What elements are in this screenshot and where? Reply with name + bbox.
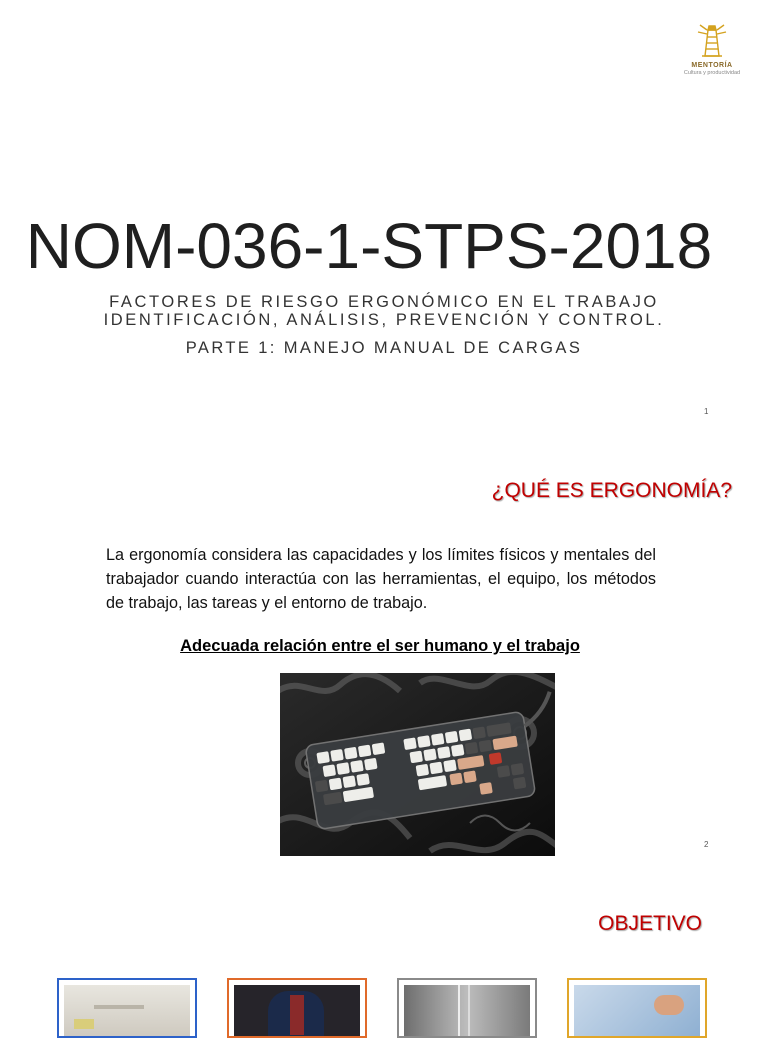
mentoria-logo [676, 20, 748, 86]
subtitle-line-1: FACTORES DE RIESGO ERGONÓMICO EN EL TRABAJO [109, 293, 659, 311]
body-paragraph: La ergonomía considera las capacidades y los límites físicos y mentales del trabajador cuando interactúa con las herramientas, el equipo, los métodos de trabajo, las tareas y el entorno de trabajo. [106, 546, 656, 612]
lighthouse-icon [692, 20, 732, 60]
page-number: 2 [704, 840, 709, 849]
logo-tagline: Cultura y productividad [683, 70, 741, 76]
underlined-subheading: Adecuada relación entre el ser humano y el trabajo [180, 637, 580, 655]
logo-brand-text: MENTORÍA [691, 62, 733, 69]
objective-image-4 [567, 978, 707, 1038]
page-title: NOM-036-1-STPS-2018 [25, 210, 713, 282]
keyboard-photo [280, 673, 555, 856]
subtitle-line-3: PARTE 1: MANEJO MANUAL DE CARGAS [185, 339, 583, 357]
section-heading-objetivo: OBJETIVO [598, 912, 702, 935]
objective-image-2 [227, 978, 367, 1038]
subtitle-line-2: IDENTIFICACIÓN, ANÁLISIS, PREVENCIÓN Y CONTROL. [103, 311, 665, 329]
objective-image-3 [397, 978, 537, 1038]
section-heading-ergonomia: ¿QUÉ ES ERGONOMÍA? [491, 479, 732, 502]
page-number: 1 [704, 407, 709, 416]
objective-image-1 [57, 978, 197, 1038]
